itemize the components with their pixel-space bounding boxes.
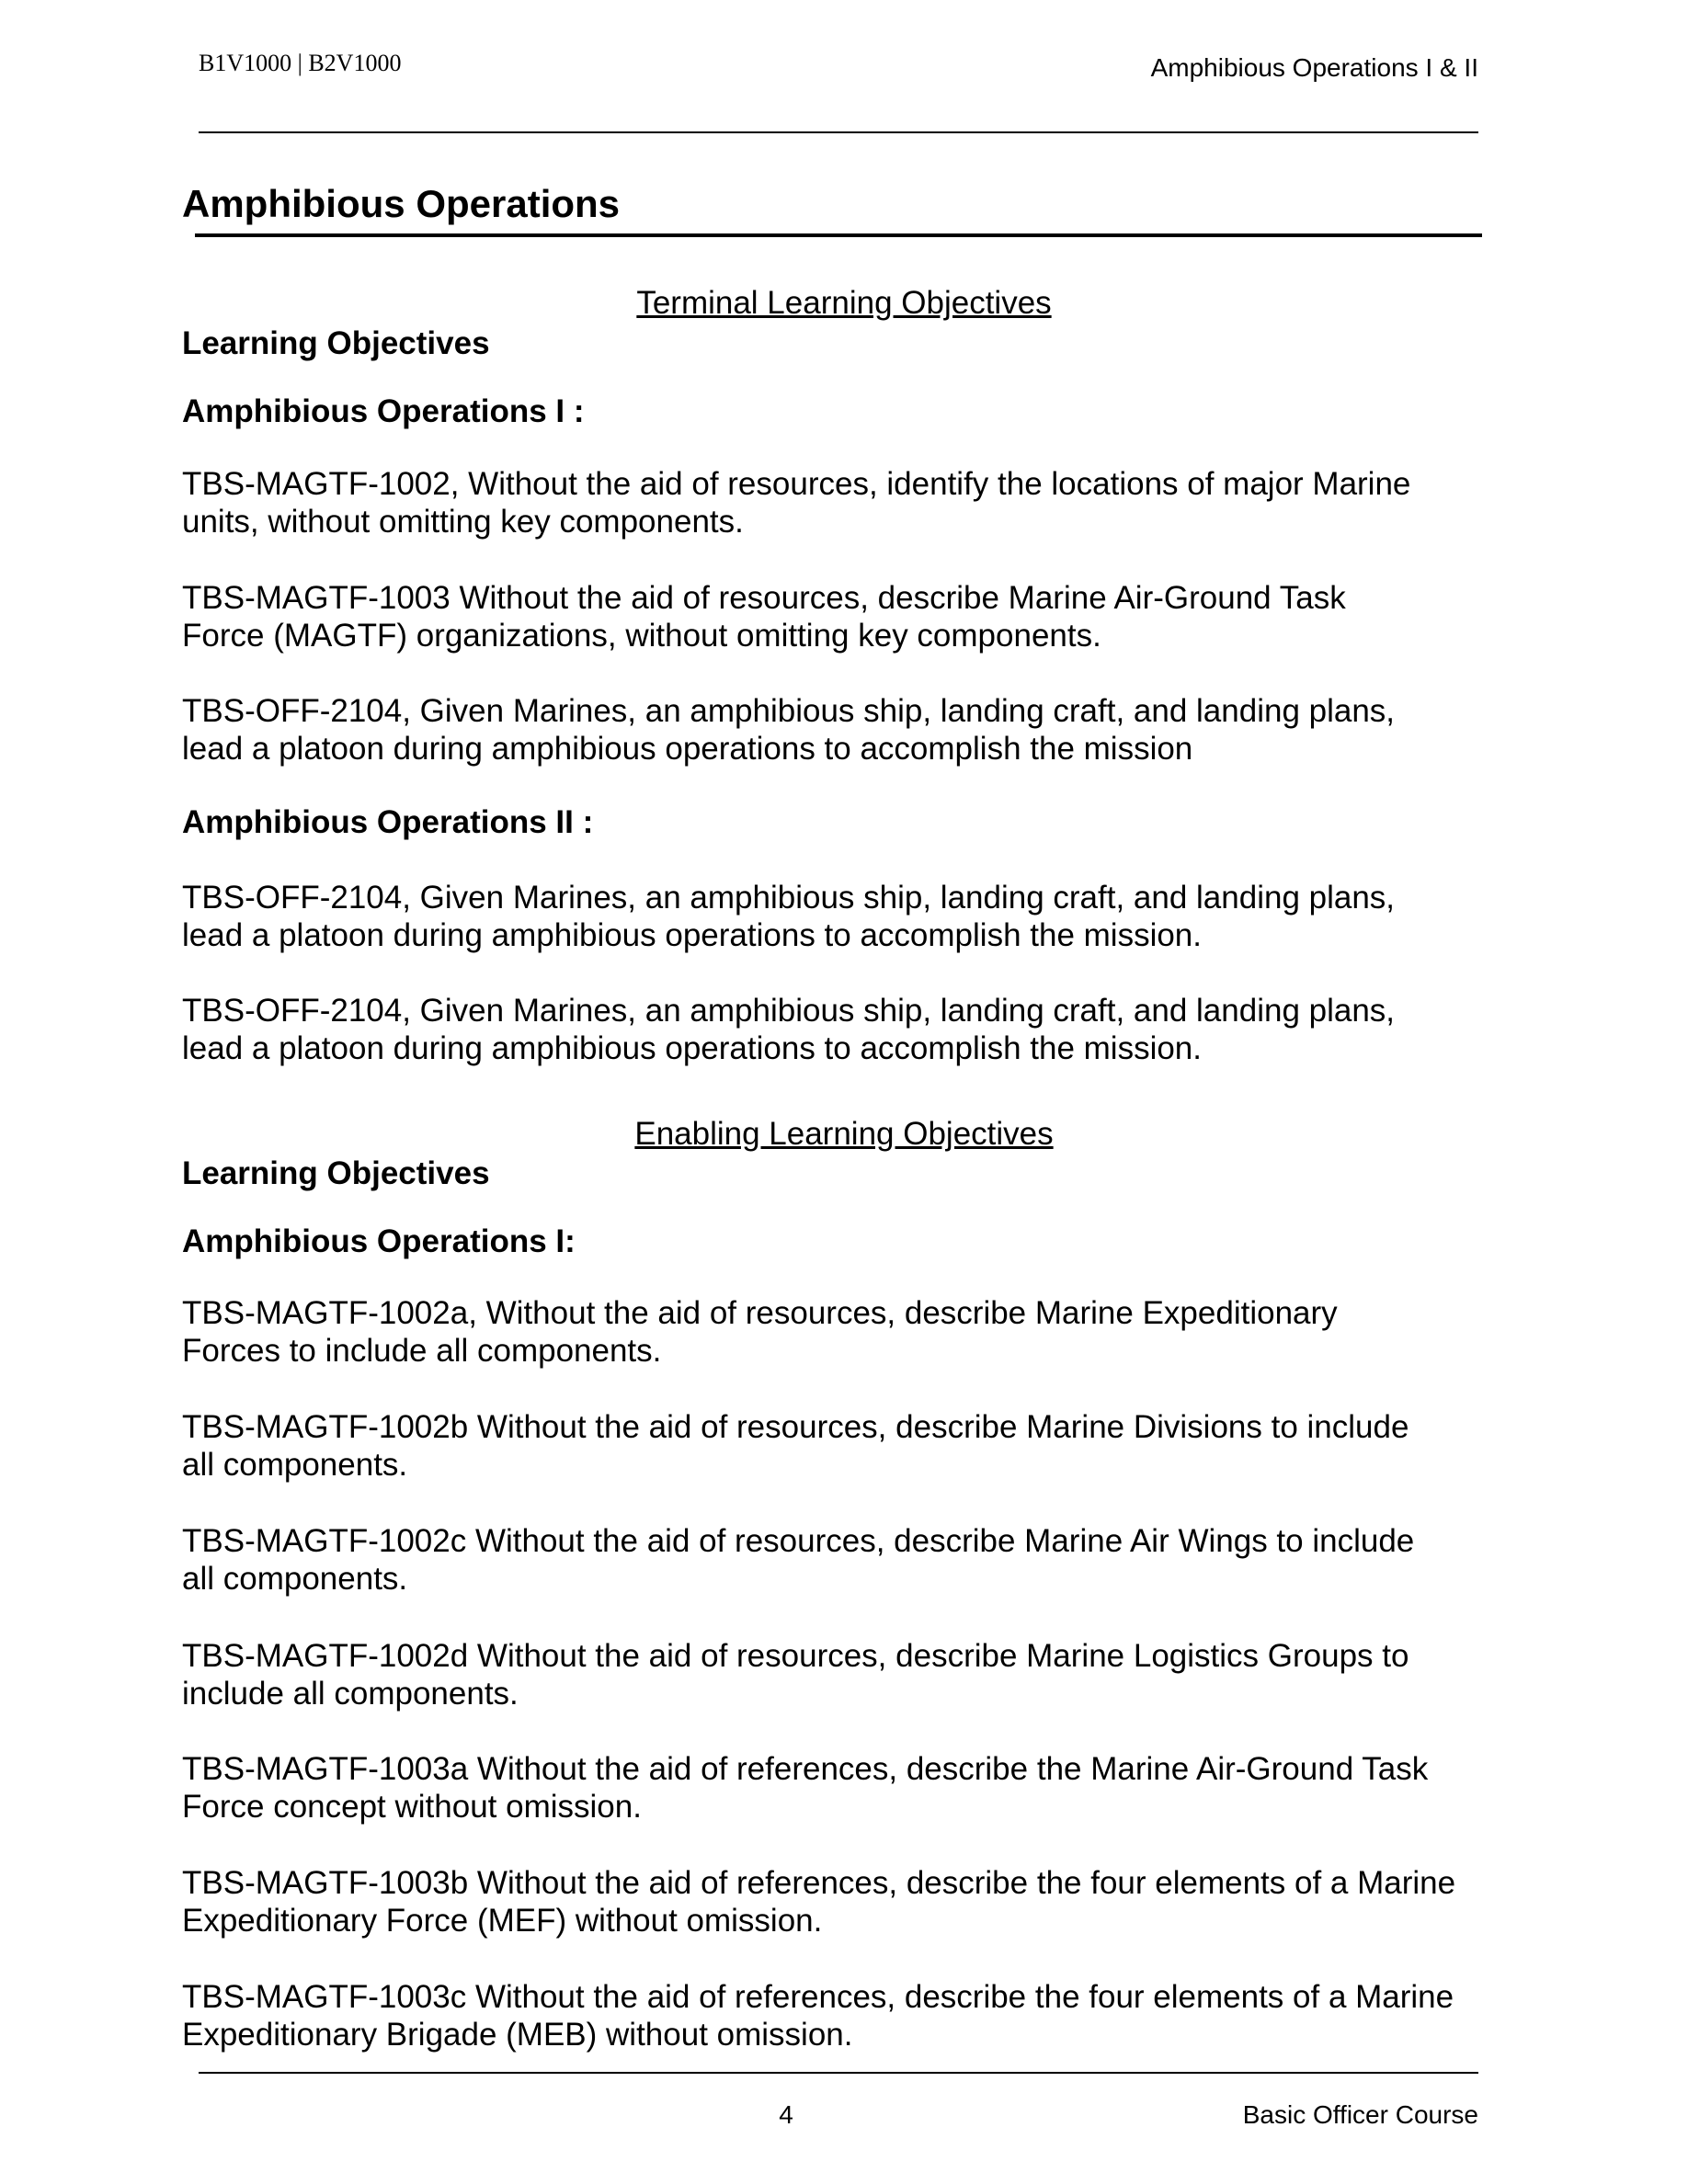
footer-divider — [199, 2072, 1478, 2074]
enabling-objective-item: TBS-MAGTF-1002c Without the aid of resources, describe Marine Air Wings to include all components. — [182, 1523, 1415, 1597]
enabling-objective-item: TBS-MAGTF-1003c Without the aid of references, describe the four elements of a Marine Expeditionary Brigade (MEB) without omission. — [182, 1979, 1454, 2053]
enabling-objectives-label: Learning Objectives — [182, 1155, 490, 1191]
running-title: Amphibious Operations I & II — [1150, 53, 1478, 82]
enabling-objective-item: TBS-MAGTF-1002b Without the aid of resources, describe Marine Divisions to include all components. — [182, 1409, 1409, 1483]
terminal-section1-heading: Amphibious Operations I : — [182, 393, 585, 429]
terminal-objective-item: TBS-MAGTF-1002, Without the aid of resources, identify the locations of major Marine units, without omitting key components. — [182, 466, 1411, 540]
terminal-objectives-label: Learning Objectives — [182, 325, 490, 361]
enabling-objectives-heading: Enabling Learning Objectives — [634, 1116, 1054, 1152]
page-number: 4 — [779, 2100, 793, 2129]
terminal-objectives-heading: Terminal Learning Objectives — [636, 285, 1052, 321]
terminal-objective-item: TBS-OFF-2104, Given Marines, an amphibious ship, landing craft, and landing plans, lead a platoon during amphibious operations to accomplish the mission. — [182, 993, 1396, 1066]
footer-course-name: Basic Officer Course — [1242, 2100, 1478, 2129]
enabling-objective-item: TBS-MAGTF-1002a, Without the aid of resources, describe Marine Expeditionary Forces to include all components. — [182, 1295, 1338, 1369]
header-divider — [199, 131, 1478, 133]
terminal-objective-item: TBS-OFF-2104, Given Marines, an amphibious ship, landing craft, and landing plans, lead a platoon during amphibious operations to accomplish the mission — [182, 693, 1396, 767]
terminal-section2-heading: Amphibious Operations II : — [182, 804, 594, 840]
document-code: B1V1000 | B2V1000 — [199, 50, 402, 76]
enabling-objective-item: TBS-MAGTF-1003a Without the aid of references, describe the Marine Air-Ground Task Force concept without omission. — [182, 1751, 1429, 1825]
terminal-objective-item: TBS-OFF-2104, Given Marines, an amphibious ship, landing craft, and landing plans, lead a platoon during amphibious operations to accomplish the mission. — [182, 880, 1396, 953]
title-underline — [195, 233, 1482, 237]
page-title: Amphibious Operations — [182, 182, 621, 225]
enabling-objective-item: TBS-MAGTF-1002d Without the aid of resources, describe Marine Logistics Groups to include all components. — [182, 1638, 1409, 1712]
enabling-section1-heading: Amphibious Operations I: — [182, 1223, 576, 1259]
enabling-objective-item: TBS-MAGTF-1003b Without the aid of references, describe the four elements of a Marine Expeditionary Force (MEF) without omission. — [182, 1865, 1456, 1939]
terminal-objective-item: TBS-MAGTF-1003 Without the aid of resources, describe Marine Air-Ground Task Force (MAGTF) organizations, without omitting key components. — [182, 580, 1346, 654]
